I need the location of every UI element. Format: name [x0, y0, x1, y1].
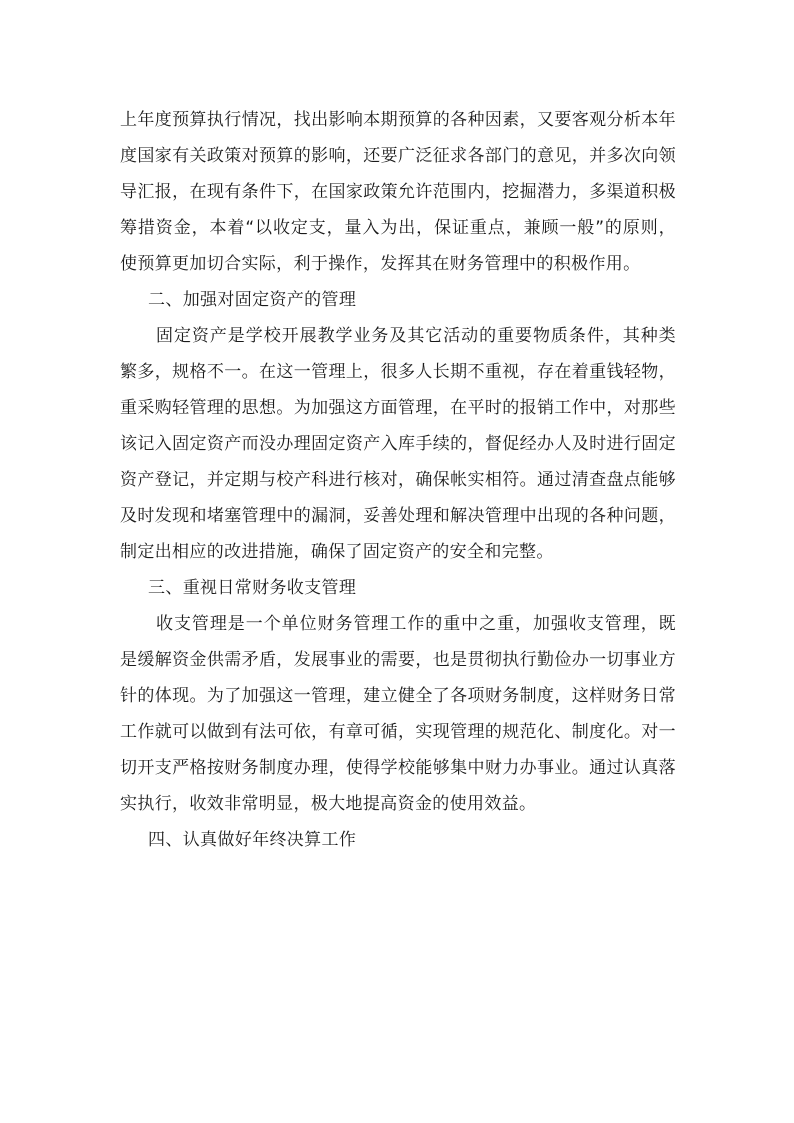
- paragraph-budget-continuation: 上年度预算执行情况，找出影响本期预算的各种因素，又要客观分析本年度国家有关政策对预算的影响，还要广泛征求各部门的意见，并多次向领导汇报，在现有条件下，在国家政策允许范围内，挖掘潜力，多渠道积极筹措资金，本着“以收定支，量入为出，保证重点，兼顾一般”的原则，使预算更加切合实际，利于操作，发挥其在财务管理中的积极作用。: [120, 110, 676, 274]
- paragraph-revenue-expenditure: 收支管理是一个单位财务管理工作的重中之重，加强收支管理，既是缓解资金供需矛盾，发展事业的需要，也是贯彻执行勤俭办一切事业方针的体现。为了加强这一管理，建立健全了各项财务制度，这样财务日常工作就可以做到有法可依，有章可循，实现管理的规范化、制度化。对一切开支严格按财务制度办理，使得学校能够集中财力办事业。通过认真落实执行，收效非常明显，极大地提高资金的使用效益。: [120, 614, 676, 814]
- document-body: [120, 102, 676, 858]
- paragraph-fixed-assets: 固定资产是学校开展教学业务及其它活动的重要物质条件，其种类繁多，规格不一。在这一管理上，很多人长期不重视，存在着重钱轻物，重采购轻管理的思想。为加强这方面管理，在平时的报销工作中，对那些该记入固定资产而没办理固定资产入库手续的，督促经办人及时进行固定资产登记，并定期与校产科进行核对，确保帐实相符。通过清查盘点能够及时发现和堵塞管理中的漏洞，妥善处理和解决管理中出现的各种问题，制定出相应的改进措施，确保了固定资产的安全和完整。: [120, 326, 676, 562]
- section-heading-fixed-assets: 二、加强对固定资产的管理: [148, 290, 357, 310]
- section-heading-year-end-accounts: 四、认真做好年终决算工作: [148, 830, 357, 850]
- section-heading-revenue-expenditure: 三、重视日常财务收支管理: [148, 578, 357, 598]
